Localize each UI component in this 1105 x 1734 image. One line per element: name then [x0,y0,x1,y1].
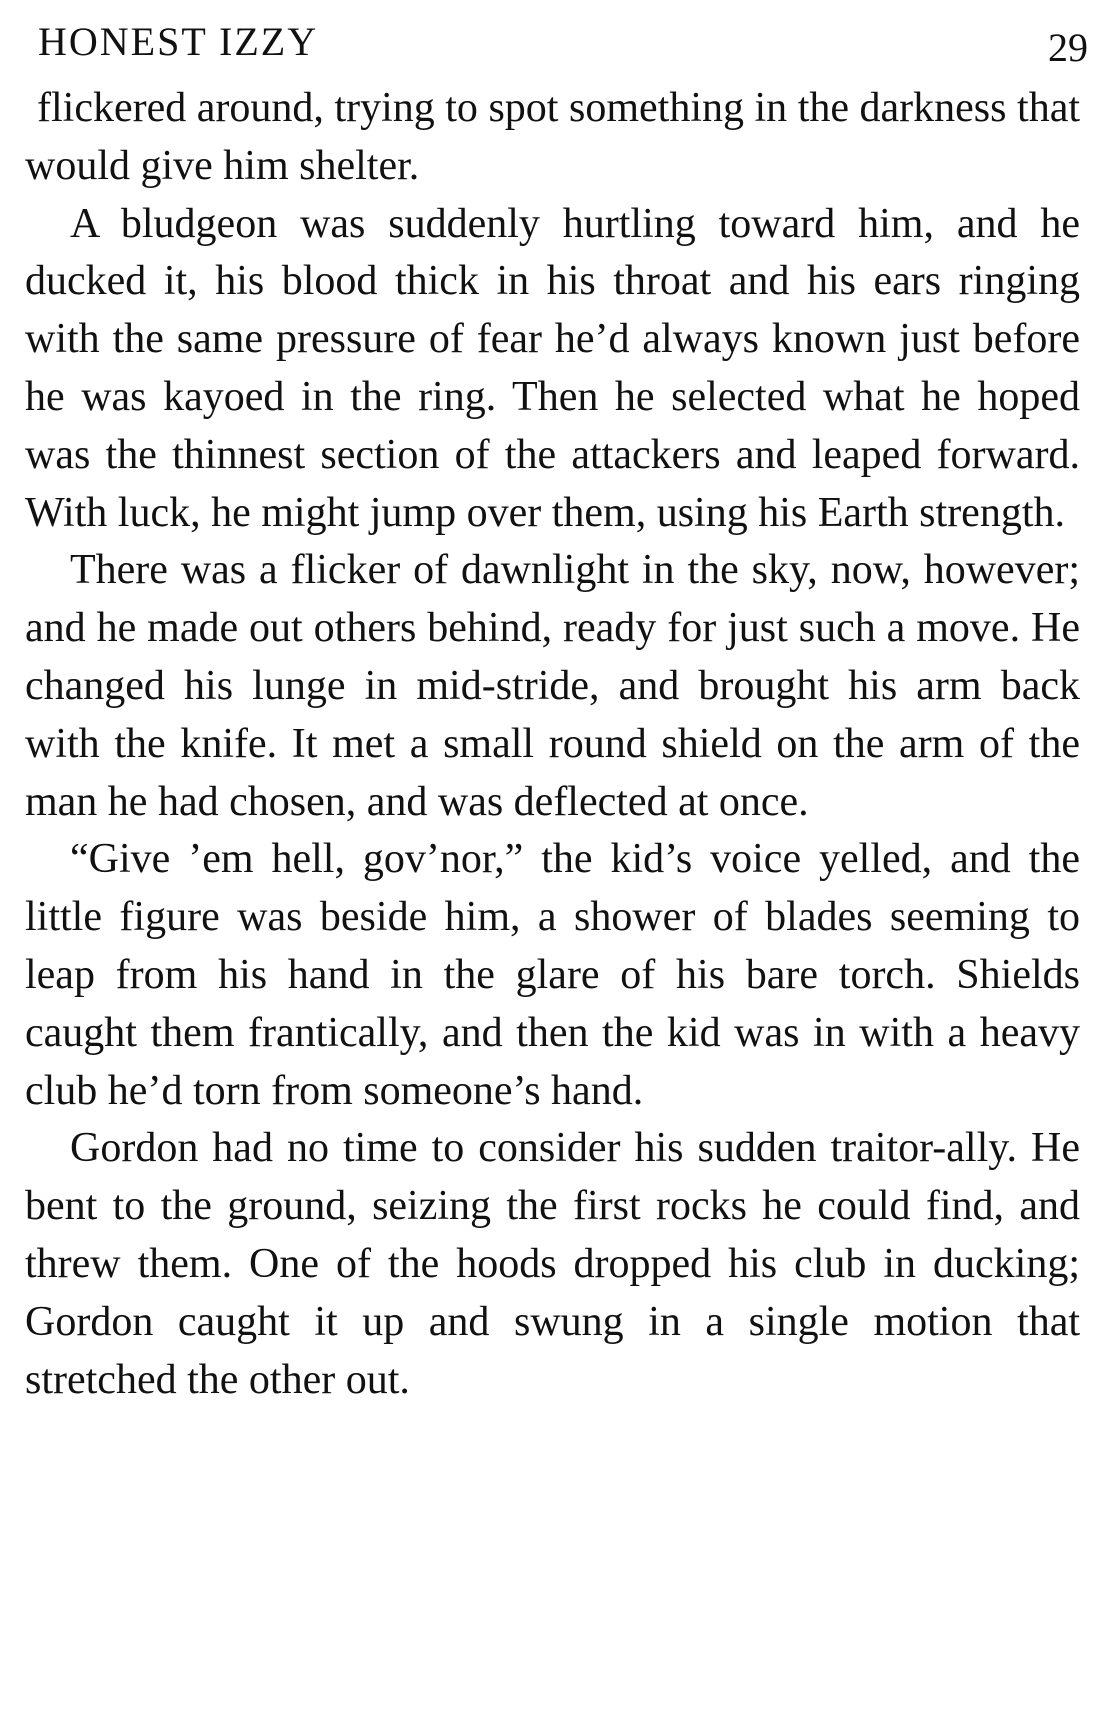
paragraph: A bludgeon was suddenly hurtling toward him, and he ducked it, his blood thick in his throat and his ears ringing with the same pressure of fear he’d always known just before he was kayoed in the ring. Then he selected what he hoped was the thinnest section of the attackers and leaped forward. With luck, he might jump over them, using his Earth strength. [25,200,1080,536]
paragraph: Gordon had no time to consider his sudden traitor-ally. He bent to the ground, seizing the first rocks he could find, and threw them. One of the hoods dropped his club in ducking; Gordon caught it up and swung in a single motion that stretched the other out. [25,1125,1080,1403]
paragraph-continued: flickered around, trying to spot something in the darkness that would give him shelter. [25,85,1080,189]
book-title: HONEST IZZY [38,19,319,64]
paragraph: There was a flicker of dawnlight in the sky, now, however; and he made out others behind, ready for just such a move. He changed his lunge in mid-stride, and brought his arm back with the knife. It met a small round shield on the arm of the man he had chosen, and was deflected at once. [25,547,1080,825]
running-head [38,12,1088,72]
paragraph: “Give ’em hell, gov’nor,” the kid’s voice yelled, and the little figure was beside him, a shower of blades seeming to leap from his hand in the glare of his bare torch. Shields caught them frantically, and then the kid was in with a heavy club he’d torn from someone’s hand. [25,836,1080,1114]
page-number: 29 [1048,25,1088,70]
body-text [25,80,1080,1409]
